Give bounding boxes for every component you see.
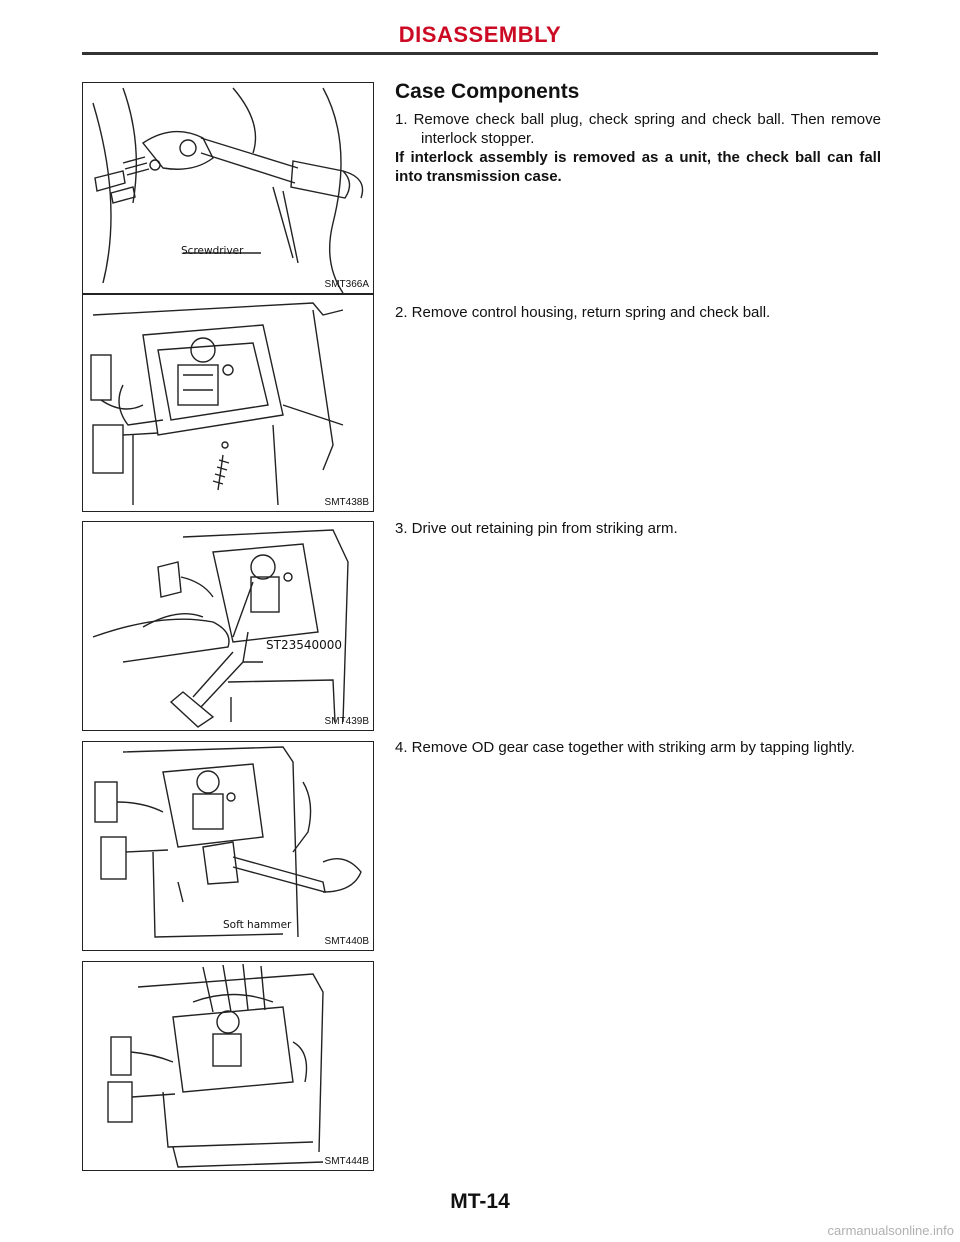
figure-label-screwdriver: Screwdriver [181,245,244,257]
figure-code: SMT439B [324,716,369,727]
step-2: 2. Remove control housing, return spring and check ball. [395,304,771,321]
warning-note: If interlock assembly is removed as a unit, the check ball can fall into transmission case. [395,149,881,185]
step-2-block [395,303,881,322]
figure-smt366a [82,82,374,294]
figure-code: SMT444B [324,1156,369,1167]
page-header-title: DISASSEMBLY [398,22,562,47]
header-divider [82,52,878,55]
step-4: 4. Remove OD gear case together with striking arm by tapping lightly. [395,739,855,756]
figure-smt438b [82,294,374,512]
step-3-block [395,519,881,538]
figure-smt439b [82,521,374,731]
figure-smt440b [82,741,374,951]
control-housing-illustration [83,295,374,512]
step-1: 1. Remove check ball plug, check spring and check ball. Then remove interlock stopper. [395,111,881,147]
retaining-pin-illustration [83,522,374,731]
section-title: Case Components [395,80,580,103]
figure-code: SMT438B [324,497,369,508]
step-4-block [395,738,881,757]
watermark: carmanualsonline.info [827,1223,954,1238]
step-3: 3. Drive out retaining pin from striking arm. [395,520,678,537]
gear-case-removal-illustration [83,962,374,1171]
figure-smt444b [82,961,374,1171]
case-components-section [395,80,881,186]
figure-label-soft-hammer: Soft hammer [223,919,292,931]
figure-code: SMT366A [324,279,369,290]
page-number: MT-14 [450,1190,510,1213]
screwdriver-illustration [83,83,374,294]
figure-code: SMT440B [324,936,369,947]
figure-label-tool-number: ST23540000 [266,638,343,652]
